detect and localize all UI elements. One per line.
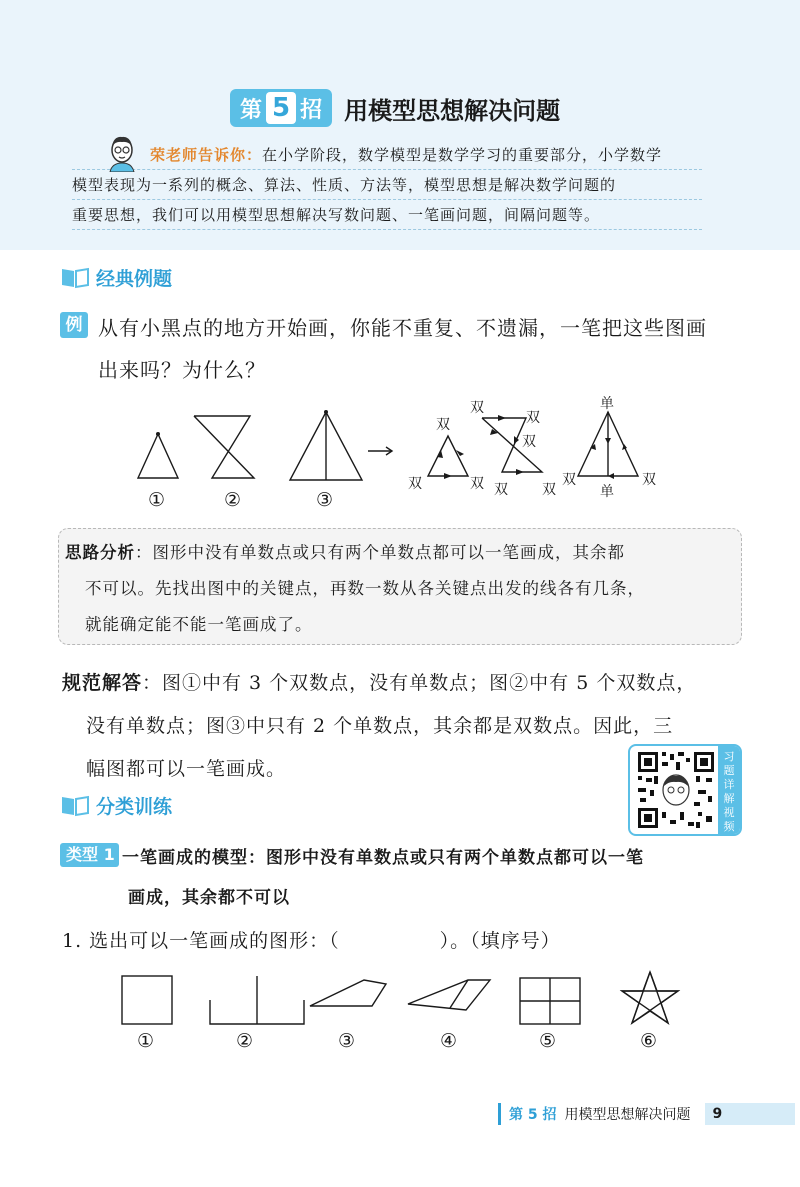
analysis-label: 思路分析 [65,543,135,562]
tip-line-1 [72,140,702,170]
answer-line-3: 幅图都可以一笔画成。 [86,758,287,780]
figure-3-start-dot [324,410,328,414]
figure-2-hourglass [194,416,254,478]
teacher-tip [72,140,702,230]
section-classic-examples [60,262,172,292]
mark-shuang: 双 [436,417,450,433]
book-icon [60,265,90,289]
mark-shuang: 双 [470,476,484,492]
type-line-2: 画成，其余都不可以 [128,888,290,908]
title-text: 用模型思想解决问题 [344,96,561,125]
shape-label-1: ① [137,1030,155,1052]
example-line-1: 从有小黑点的地方开始画，你能不重复、不遗漏，一笔把这些图画 [98,316,707,340]
tip-line-2: 模型表现为一系列的概念、算法、性质、方法等，模型思想是解决数学问题的 [72,170,702,200]
shape-1-square [122,976,172,1024]
shape-label-2: ② [236,1030,254,1052]
shape-label-4: ④ [440,1030,458,1052]
qr-side-label [718,746,740,834]
type-badge: 类型 1 [60,843,119,867]
mark-shuang: 双 [642,472,656,488]
example-badge: 例 [60,312,88,338]
tip-label: 荣老师告诉你： [150,146,263,164]
shape-3-quad [310,980,386,1006]
tip-line-3: 重要思想，我们可以用模型思想解决写数问题、一笔画问题，间隔问题等。 [72,200,702,230]
mark-shuang: 双 [526,410,540,426]
badge-prefix: 第 [240,97,263,123]
figure-1-path [428,436,468,476]
chapter-badge [230,89,332,127]
analysis-line-3: 就能确定能不能一笔画成了。 [85,615,313,634]
page-title [230,88,560,128]
analysis-line-1 [65,539,625,563]
shape-label-3: ③ [338,1030,356,1052]
mark-dan: 单 [600,396,614,412]
figure-label-3: ③ [316,489,334,511]
badge-number: 5 [266,92,296,124]
figure-1-start-dot [156,432,160,436]
figure-1-triangle [138,434,178,478]
qr-side-char: 详 [723,778,735,791]
section-title: 分类训练 [96,795,173,818]
analysis-line-2: 不可以。先找出图中的关键点，再数一数从各关键点出发的线各有几条， [85,579,645,598]
qr-code-panel[interactable] [628,744,742,836]
qr-side-char: 频 [723,820,735,833]
mark-shuang: 双 [522,434,536,450]
answer-line-2: 没有单数点；图③中只有 2 个单数点，其余都是双数点。因此，三 [86,715,674,737]
book-icon [60,793,90,817]
badge-suffix: 招 [300,97,323,123]
figure-label-2: ② [224,489,242,511]
analysis-text-1: ：图形中没有单数点或只有两个单数点都可以一笔画成，其余都 [135,543,625,562]
question-1: 1. 选出可以一笔画成的图形：（ ）。（填序号） [62,930,561,952]
mark-shuang: 双 [408,476,422,492]
page-footer [498,1103,800,1125]
type-line-1: 一笔画成的模型：图形中没有单数点或只有两个单数点都可以一笔 [122,848,644,868]
figure-label-1: ① [148,489,166,511]
qr-side-char: 题 [723,764,735,777]
mark-shuang: 双 [494,482,508,498]
answer-label: 规范解答 [62,672,143,694]
page-number: 9 [705,1103,795,1125]
answer-text-1: ：图①中有 3 个双数点，没有单数点；图②中有 5 个双数点， [142,672,697,694]
shape-label-5: ⑤ [539,1030,557,1052]
section-title: 经典例题 [96,267,173,290]
analysis-box [58,528,742,645]
mark-shuang: 双 [470,400,484,416]
answer-line-1 [62,668,696,695]
qr-code-icon[interactable] [636,750,716,830]
shape-4-quad [408,980,490,1010]
qr-side-char: 习 [723,750,735,763]
footer-title: 用模型思想解决问题 [564,1107,691,1123]
qr-side-char: 解 [723,792,735,805]
tip-text-1: 在小学阶段，数学模型是数学学习的重要部分，小学数学 [262,146,663,164]
mark-shuang: 双 [562,472,576,488]
qr-side-char: 视 [723,806,735,819]
section-training [60,790,172,820]
question-figures [110,966,690,1030]
example-figures [130,396,690,512]
footer-chapter: 第 5 招 [509,1107,557,1123]
mark-shuang: 双 [542,482,556,498]
footer-bar [498,1103,501,1125]
teacher-avatar-icon [102,132,142,172]
shape-label-6: ⑥ [640,1030,658,1052]
mark-dan: 单 [600,484,614,500]
example-line-2: 出来吗？为什么？ [98,358,266,382]
